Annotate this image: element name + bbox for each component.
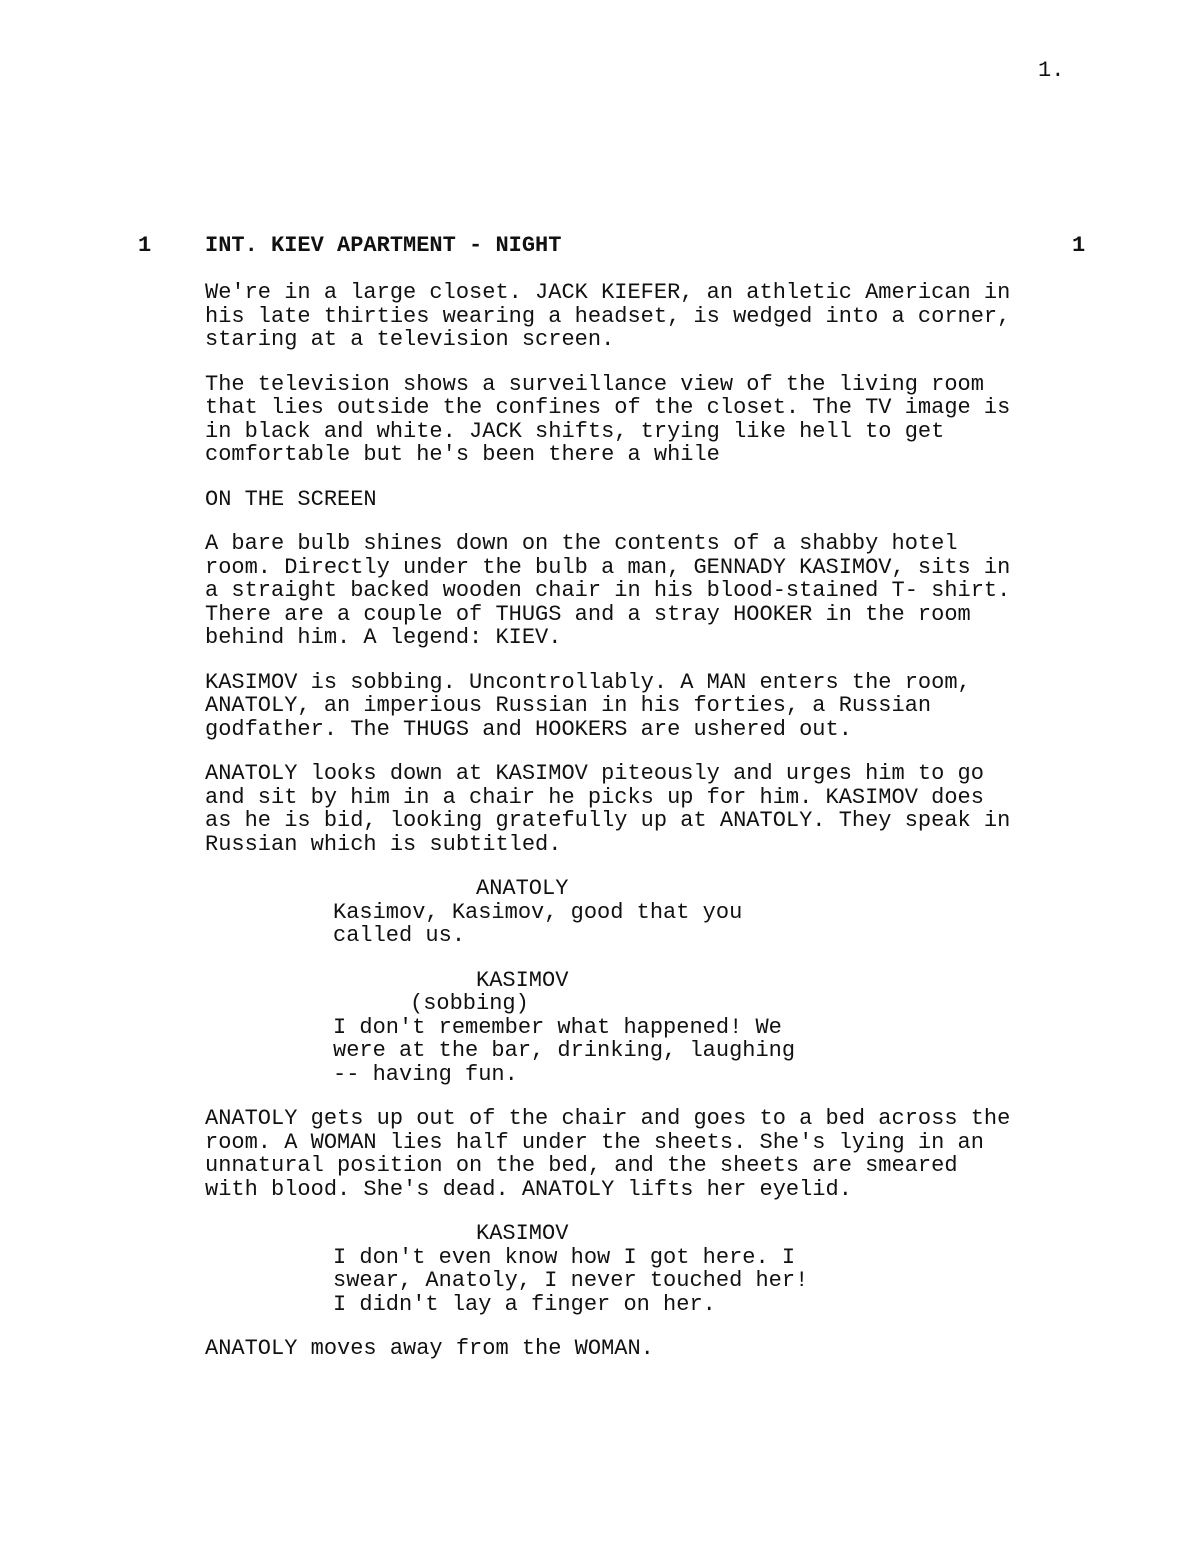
action-paragraph: KASIMOV is sobbing. Uncontrollably. A MAN enters the room, ANATOLY, an imperious Russian in his forties, a Russian godfather. The THUGS and HOOKERS are ushered out. [205,669,971,742]
script-body [0,281,1200,1382]
scene-heading [0,233,1200,259]
slugline: INT. KIEV APARTMENT - NIGHT [205,233,562,258]
parenthetical: (sobbing) [410,991,529,1016]
scene-number-left: 1 [138,233,152,258]
action-paragraph: ANATOLY looks down at KASIMOV piteously and urges him to go and sit by him in a chair he picks up for him. KASIMOV does as he is bid, looking gratefully up at ANATOLY. They speak in Russian which is subtitled. [205,761,1011,857]
dialogue-block [0,1222,1200,1316]
character-name: ANATOLY [476,876,569,901]
action-paragraph: A bare bulb shines down on the contents of a shabby hotel room. Directly under the bulb a man, GENNADY KASIMOV, sits in a straight backed wooden chair in his blood-stained T- shirt. There are a couple of THUGS and a stray HOOKER in the room behind him. A legend: KIEV. [205,531,1011,650]
action-paragraph: The television shows a surveillance view of the living room that lies outside the confines of the closet. The TV image is in black and white. JACK shifts, trying like hell to get comfortable but he's been there a while [205,371,1011,467]
character-name: KASIMOV [476,1221,569,1246]
action-paragraph: ON THE SCREEN [205,486,377,512]
scene-number-right: 1 [1072,233,1086,258]
character-name: KASIMOV [476,967,569,993]
action-paragraph: ANATOLY moves away from the WOMAN. [205,1336,654,1361]
action-paragraph: We're in a large closet. JACK KIEFER, an athletic American in his late thirties wearing a headset, is wedged into a corner, staring at a television screen. [205,280,1011,352]
action-paragraph: ANATOLY gets up out of the chair and goes to a bed across the room. A WOMAN lies half under the sheets. She's lying in an unnatural position on the bed, and the sheets are smeared with blood. She's dead. ANATOLY lifts her eyelid. [205,1106,1011,1202]
dialogue-text: I don't even know how I got here. I swear, Anatoly, I never touched her! I didn't lay a finger on her. [333,1244,809,1317]
page-number: 1. [1038,58,1065,83]
dialogue-text: Kasimov, Kasimov, good that you called us. [333,899,743,948]
dialogue-text: I don't remember what happened! We were at the bar, drinking, laughing -- having fun. [333,1014,796,1087]
dialogue-block [0,969,1200,1087]
dialogue-block [0,877,1200,948]
